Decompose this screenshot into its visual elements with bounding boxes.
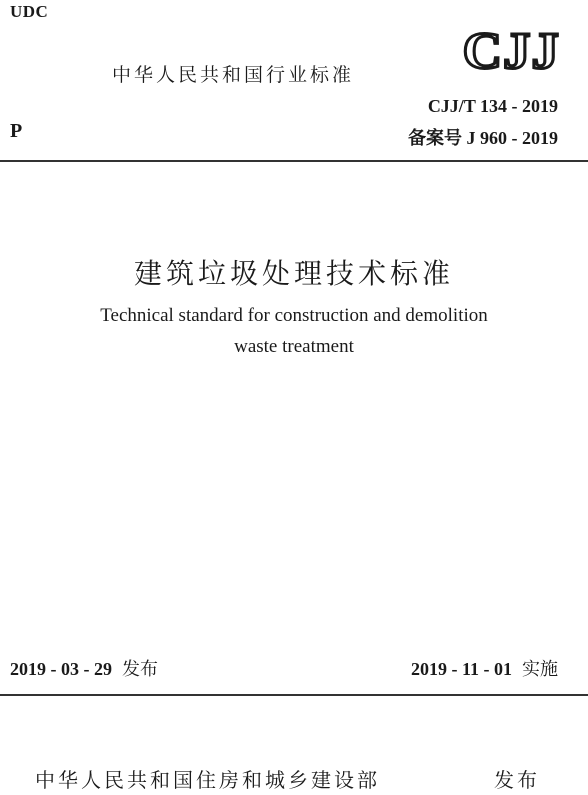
publish-date-block: [10, 655, 158, 681]
cjj-logo: CJJ: [463, 23, 561, 80]
header-divider: [0, 160, 588, 162]
document-title-english-line2: waste treatment: [234, 336, 354, 357]
implement-date: 2019 - 11 - 01: [411, 659, 512, 679]
standard-category-heading: 中华人民共和国行业标准: [112, 64, 355, 86]
classification-code: P: [10, 120, 23, 142]
implement-date-block: [411, 655, 558, 681]
document-title-chinese: 建筑垃圾处理技术标准: [133, 257, 454, 290]
implement-label: 实施: [522, 659, 558, 680]
publish-label: 发布: [122, 659, 158, 680]
record-number: 备案号 J 960 - 2019: [408, 128, 558, 148]
issuing-authority: 中华人民共和国住房和城乡建设部: [35, 768, 380, 792]
issue-label: 发布: [494, 768, 540, 792]
publish-date: 2019 - 03 - 29: [10, 659, 112, 679]
document-title-english-line1: Technical standard for construction and demolition: [100, 305, 488, 326]
footer-divider: [0, 694, 588, 696]
udc-label: UDC: [10, 2, 49, 21]
standard-number: CJJ/T 134 - 2019: [427, 96, 558, 116]
